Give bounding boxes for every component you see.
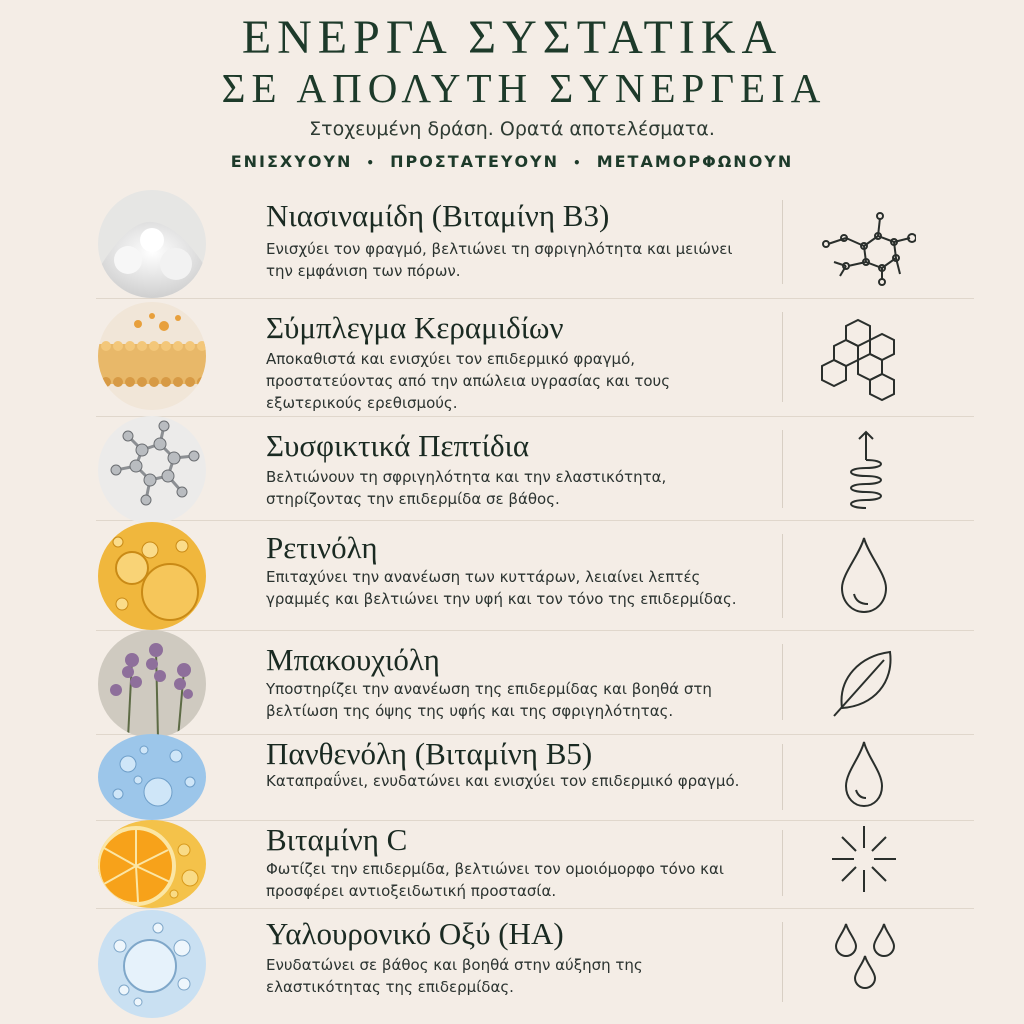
- divider: [782, 312, 783, 402]
- blue-water-droplets-photo: [98, 734, 206, 820]
- divider: [782, 830, 783, 896]
- divider: [782, 644, 783, 720]
- tagline-item-2: ΠΡΟΣΤΑΤΕΥΟΥΝ: [390, 152, 560, 171]
- golden-oil-bubbles-photo: [98, 522, 206, 630]
- ingredient-name: Συσφικτικά Πεπτίδια: [266, 428, 530, 463]
- ingredient-name: Μπακουχιόλη: [266, 642, 440, 677]
- peptide-molecule-photo: [98, 416, 206, 524]
- ingredient-description: Ενισχύει τον φραγμό, βελτιώνει τη σφριγηλότητα και μειώνει την εμφάνιση των πόρων.: [266, 240, 733, 280]
- ingredient-name: Υαλουρονικό Οξύ (HA): [266, 916, 564, 951]
- divider: [782, 922, 783, 1002]
- divider: [782, 430, 783, 508]
- three-drops-icon: [816, 912, 916, 1012]
- drop-icon: [816, 526, 916, 626]
- tagline: [0, 152, 1024, 171]
- honeycomb-icon: [816, 310, 916, 410]
- leaf-icon: [816, 634, 916, 734]
- tagline-separator: •: [366, 156, 377, 170]
- ingredient-description: Ενυδατώνει σε βάθος και βοηθά στην αύξηση της ελαστικότητας της επιδερμίδας.: [266, 956, 643, 996]
- ingredient-name: Σύμπλεγμα Κεραμιδίων: [266, 310, 564, 345]
- ingredient-row-ceramides: [96, 298, 974, 417]
- page-title-line-2: ΣΕ ΑΠΟΛΥΤΗ ΣΥΝΕΡΓΕΙΑ: [221, 65, 827, 111]
- ingredient-description: Βελτιώνουν τη σφριγηλότητα και την ελαστικότητα, στηρίζοντας την επιδερμίδα σε βάθος.: [266, 468, 667, 508]
- tagline-item-1: ΕΝΙΣΧΥΟΥΝ: [230, 152, 353, 171]
- divider: [782, 744, 783, 810]
- ingredient-row-niacinamide: [96, 186, 974, 299]
- divider: [782, 534, 783, 618]
- ingredient-name: Νιασιναμίδη (Βιταμίνη B3): [266, 198, 610, 233]
- ingredient-name: Βιταμίνη C: [266, 822, 408, 857]
- purple-flowers-photo: [98, 630, 206, 738]
- ingredient-description: Επιταχύνει την ανανέωση των κυττάρων, λειαίνει λεπτές γραμμές και βελτιώνει την υφή και τον τόνο της επιδερμίδας.: [266, 568, 737, 608]
- ingredient-row-peptides: [96, 416, 974, 521]
- sparkle-icon: [816, 820, 916, 908]
- tagline-separator: •: [573, 156, 583, 170]
- ingredient-row-vitamin-c: [96, 820, 974, 909]
- orange-slice-photo: [98, 820, 206, 908]
- spring-arrow-up-icon: [816, 420, 916, 520]
- ingredient-name: Ρετινόλη: [266, 530, 378, 565]
- ingredient-name: Πανθενόλη (Βιταμίνη B5): [266, 736, 593, 771]
- ingredient-description: Υποστηρίζει την ανανέωση της επιδερμίδας και βοηθά στη βελτίωση της όψης της υφής και της σφριγηλότητας.: [266, 680, 712, 720]
- drop-icon: [816, 734, 916, 820]
- ingredient-row-bakuchiol: [96, 630, 974, 735]
- white-powder-photo: [98, 190, 206, 298]
- divider: [782, 200, 783, 284]
- page-title: ΕΝΕΡΓΑ ΣΥΣΤΑΤΙΚΑ: [241, 11, 783, 64]
- lipid-bilayer-photo: [98, 302, 206, 410]
- ingredient-row-retinol: [96, 520, 974, 631]
- ingredient-row-hyaluronic-acid: [96, 908, 974, 1018]
- ingredient-description: Φωτίζει την επιδερμίδα, βελτιώνει τον ομοιόμορφο τόνο και προσφέρει αντιοξειδωτική προστασία.: [266, 860, 724, 900]
- molecule-icon: [816, 194, 916, 294]
- clear-serum-bubbles-photo: [98, 910, 206, 1018]
- ingredient-description: Αποκαθιστά και ενισχύει τον επιδερμικό φραγμό, προστατεύοντας από την απώλεια υγρασίας και τους εξωτερικούς ερεθισμούς.: [266, 350, 671, 412]
- ingredient-description: Καταπραΰνει, ενυδατώνει και ενισχύει τον επιδερμικό φραγμό.: [266, 772, 740, 790]
- tagline-item-3: ΜΕΤΑΜΟΡΦΩΝΟΥΝ: [596, 152, 794, 171]
- ingredient-row-panthenol: [96, 734, 974, 821]
- page-subtitle: Στοχευμένη δράση. Ορατά αποτελέσματα.: [309, 118, 715, 140]
